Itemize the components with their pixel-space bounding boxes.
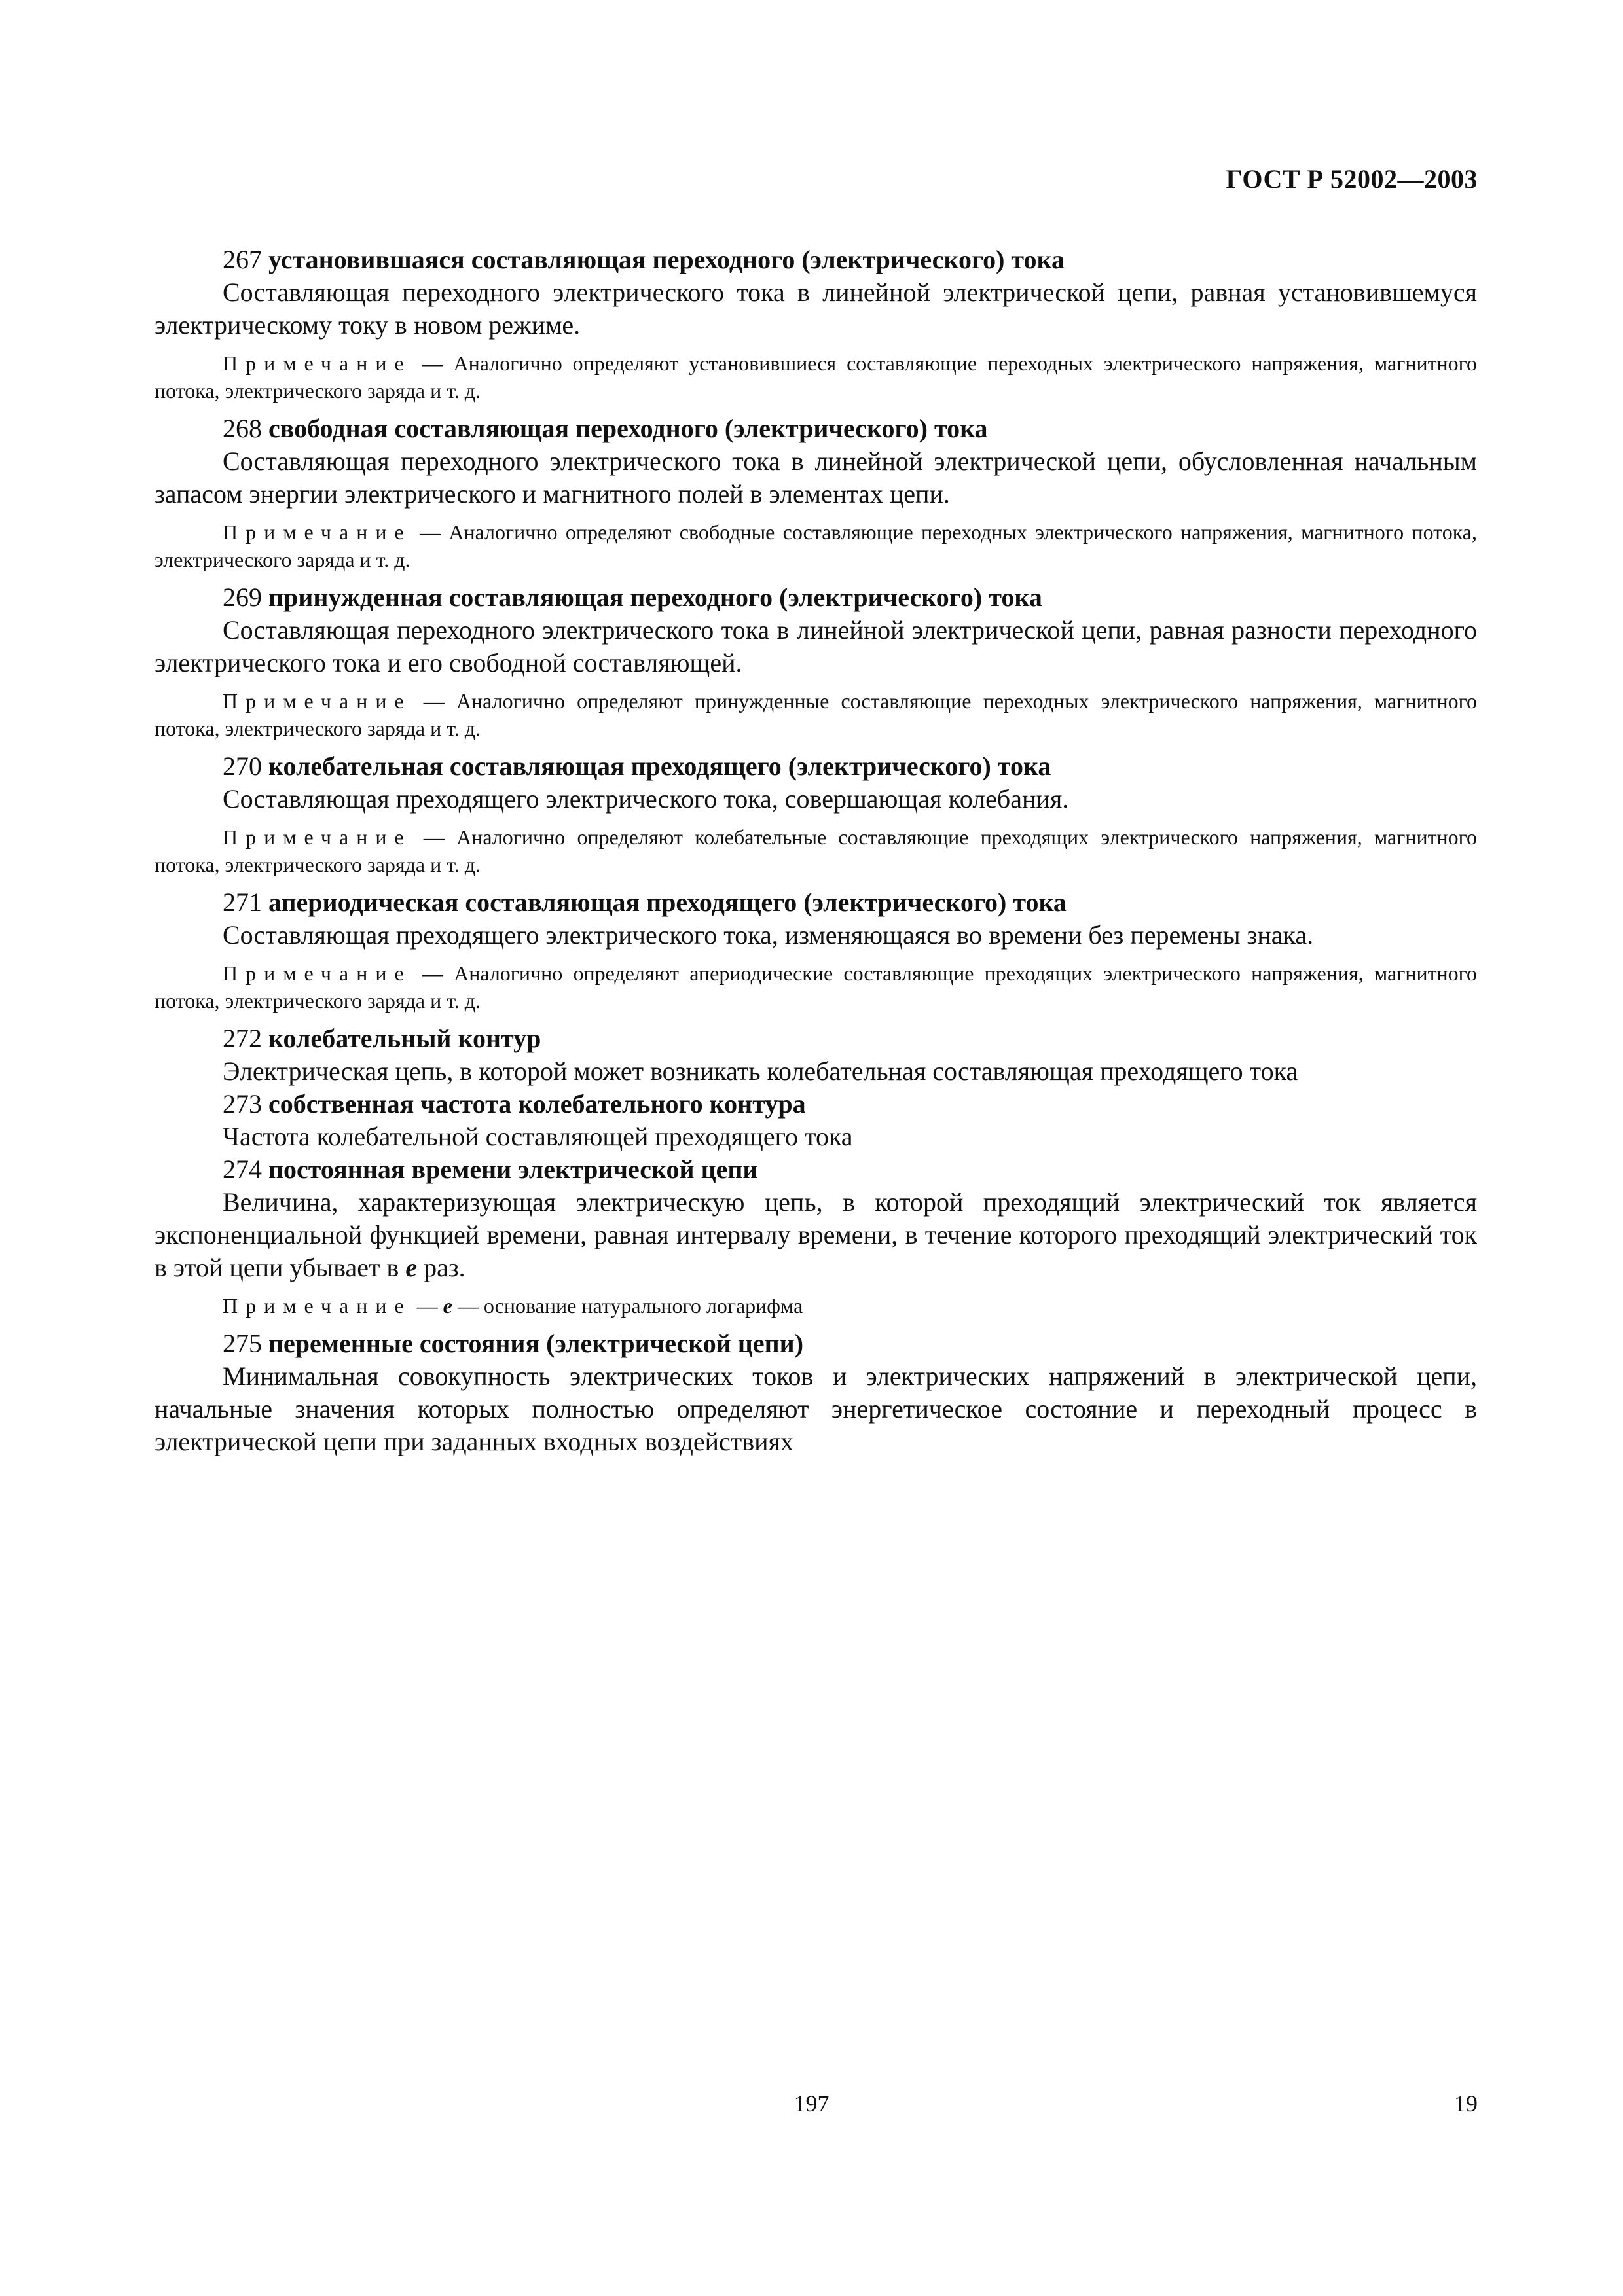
note-label: Примечание bbox=[223, 825, 412, 849]
term-definition: Составляющая переходного электрического тока в линейной электрической цепи, обусловленная начальным запасом энергии электрического и магнитного полей в элементах цепи. bbox=[155, 446, 1477, 509]
term-definition: Электрическая цепь, в которой может возникать колебательная составляющая преходящего тока bbox=[223, 1056, 1298, 1086]
term-note bbox=[155, 1292, 1477, 1319]
note-label: Примечание bbox=[223, 689, 412, 713]
term-heading bbox=[155, 1088, 1477, 1121]
note-text: — Аналогично определяют апериодические составляющие преходящих электрического напряжения, магнитного потока, электрического заряда и т. д. bbox=[155, 961, 1477, 1013]
term-definition: Составляющая переходного электрического тока в линейной электрической цепи, равная разности переходного электрического тока и его свободной составляющей. bbox=[155, 615, 1477, 677]
term-heading bbox=[155, 1022, 1477, 1055]
note-text: — основание натурального логарифма bbox=[452, 1294, 803, 1318]
term-definition: Составляющая преходящего электрического тока, изменяющаяся во времени без перемены знака. bbox=[223, 920, 1314, 950]
term-heading bbox=[155, 886, 1477, 919]
term-entry-268 bbox=[155, 412, 1477, 573]
note-label: Примечание bbox=[223, 961, 412, 985]
term-heading bbox=[155, 243, 1477, 276]
note-dash: — bbox=[411, 1294, 443, 1318]
note-symbol-e: e bbox=[443, 1294, 452, 1318]
note-text: — Аналогично определяют колебательные составляющие преходящих электрического напряжения, магнитного потока, электрического заряда и т. д. bbox=[155, 825, 1477, 876]
page-number-right: 19 bbox=[1454, 2090, 1478, 2117]
definition-symbol-e: e bbox=[405, 1253, 418, 1282]
term-title: установившаяся составляющая переходного (электрического) тока bbox=[268, 245, 1065, 274]
term-number: 268 bbox=[223, 414, 262, 443]
term-definition: Частота колебательной составляющей преходящего тока bbox=[223, 1122, 853, 1151]
term-heading bbox=[155, 1153, 1477, 1186]
term-title: принужденная составляющая переходного (электрического) тока bbox=[268, 583, 1042, 612]
term-title: собственная частота колебательного контура bbox=[268, 1089, 806, 1119]
term-definition bbox=[155, 1186, 1477, 1284]
definition-text-end: раз. bbox=[417, 1253, 465, 1282]
note-label: Примечание bbox=[223, 520, 412, 544]
term-heading bbox=[155, 581, 1477, 614]
definition-text: Величина, характеризующая электрическую цепь, в которой преходящий электрический ток является экспоненциальной функцией времени, равная интервалу времени, в течение которого преходящий электрический ток в этой цепи убывает в bbox=[155, 1187, 1477, 1282]
term-number: 269 bbox=[223, 583, 262, 612]
term-definition: Составляющая преходящего электрического тока, совершающая колебания. bbox=[223, 784, 1069, 814]
term-number: 270 bbox=[223, 751, 262, 781]
term-heading bbox=[155, 750, 1477, 783]
term-note bbox=[155, 823, 1477, 878]
term-title: апериодическая составляющая преходящего (электрического) тока bbox=[268, 888, 1067, 917]
note-text: — Аналогично определяют принужденные составляющие переходных электрического напряжения, магнитного потока, электрического заряда и т. д. bbox=[155, 689, 1477, 740]
page-number-center: 197 bbox=[793, 2090, 830, 2117]
note-label: Примечание bbox=[223, 351, 412, 375]
term-entry-270 bbox=[155, 750, 1477, 878]
document-id-header: ГОСТ Р 52002—2003 bbox=[1226, 164, 1478, 194]
term-note bbox=[155, 687, 1477, 742]
term-entry-272 bbox=[155, 1022, 1477, 1088]
note-label: Примечание bbox=[223, 1294, 412, 1318]
term-entry-274 bbox=[155, 1153, 1477, 1319]
term-heading bbox=[155, 412, 1477, 445]
term-entry-273 bbox=[155, 1088, 1477, 1153]
note-text: — Аналогично определяют свободные составляющие переходных электрического напряжения, магнитного потока, электрического заряда и т. д. bbox=[155, 520, 1477, 571]
term-entry-275 bbox=[155, 1327, 1477, 1458]
term-number: 272 bbox=[223, 1024, 262, 1053]
term-number: 275 bbox=[223, 1329, 262, 1358]
term-note bbox=[155, 518, 1477, 573]
term-entry-267 bbox=[155, 243, 1477, 404]
term-title: колебательный контур bbox=[268, 1024, 541, 1053]
term-definition: Составляющая переходного электрического тока в линейной электрической цепи, равная установившемуся электрическому току в новом режиме. bbox=[155, 278, 1477, 340]
term-title: переменные состояния (электрической цепи) bbox=[268, 1329, 804, 1358]
term-entry-271 bbox=[155, 886, 1477, 1014]
term-number: 274 bbox=[223, 1155, 262, 1184]
term-number: 273 bbox=[223, 1089, 262, 1119]
term-definition: Минимальная совокупность электрических токов и электрических напряжений в электрической цепи, начальные значения которых полностью определяют энергетическое состояние и переходный процесс в электрической цепи при заданных входных воздействиях bbox=[155, 1361, 1477, 1456]
term-note bbox=[155, 350, 1477, 404]
term-number: 267 bbox=[223, 245, 262, 274]
term-number: 271 bbox=[223, 888, 262, 917]
term-note bbox=[155, 960, 1477, 1014]
term-title: колебательная составляющая преходящего (электрического) тока bbox=[268, 751, 1051, 781]
term-heading bbox=[155, 1327, 1477, 1360]
term-title: постоянная времени электрической цепи bbox=[268, 1155, 758, 1184]
term-title: свободная составляющая переходного (электрического) тока bbox=[268, 414, 988, 443]
note-text: — Аналогично определяют установившиеся составляющие переходных электрического напряжения, магнитного потока, электрического заряда и т. д. bbox=[155, 351, 1477, 403]
terms-list bbox=[155, 243, 1477, 1458]
term-entry-269 bbox=[155, 581, 1477, 742]
